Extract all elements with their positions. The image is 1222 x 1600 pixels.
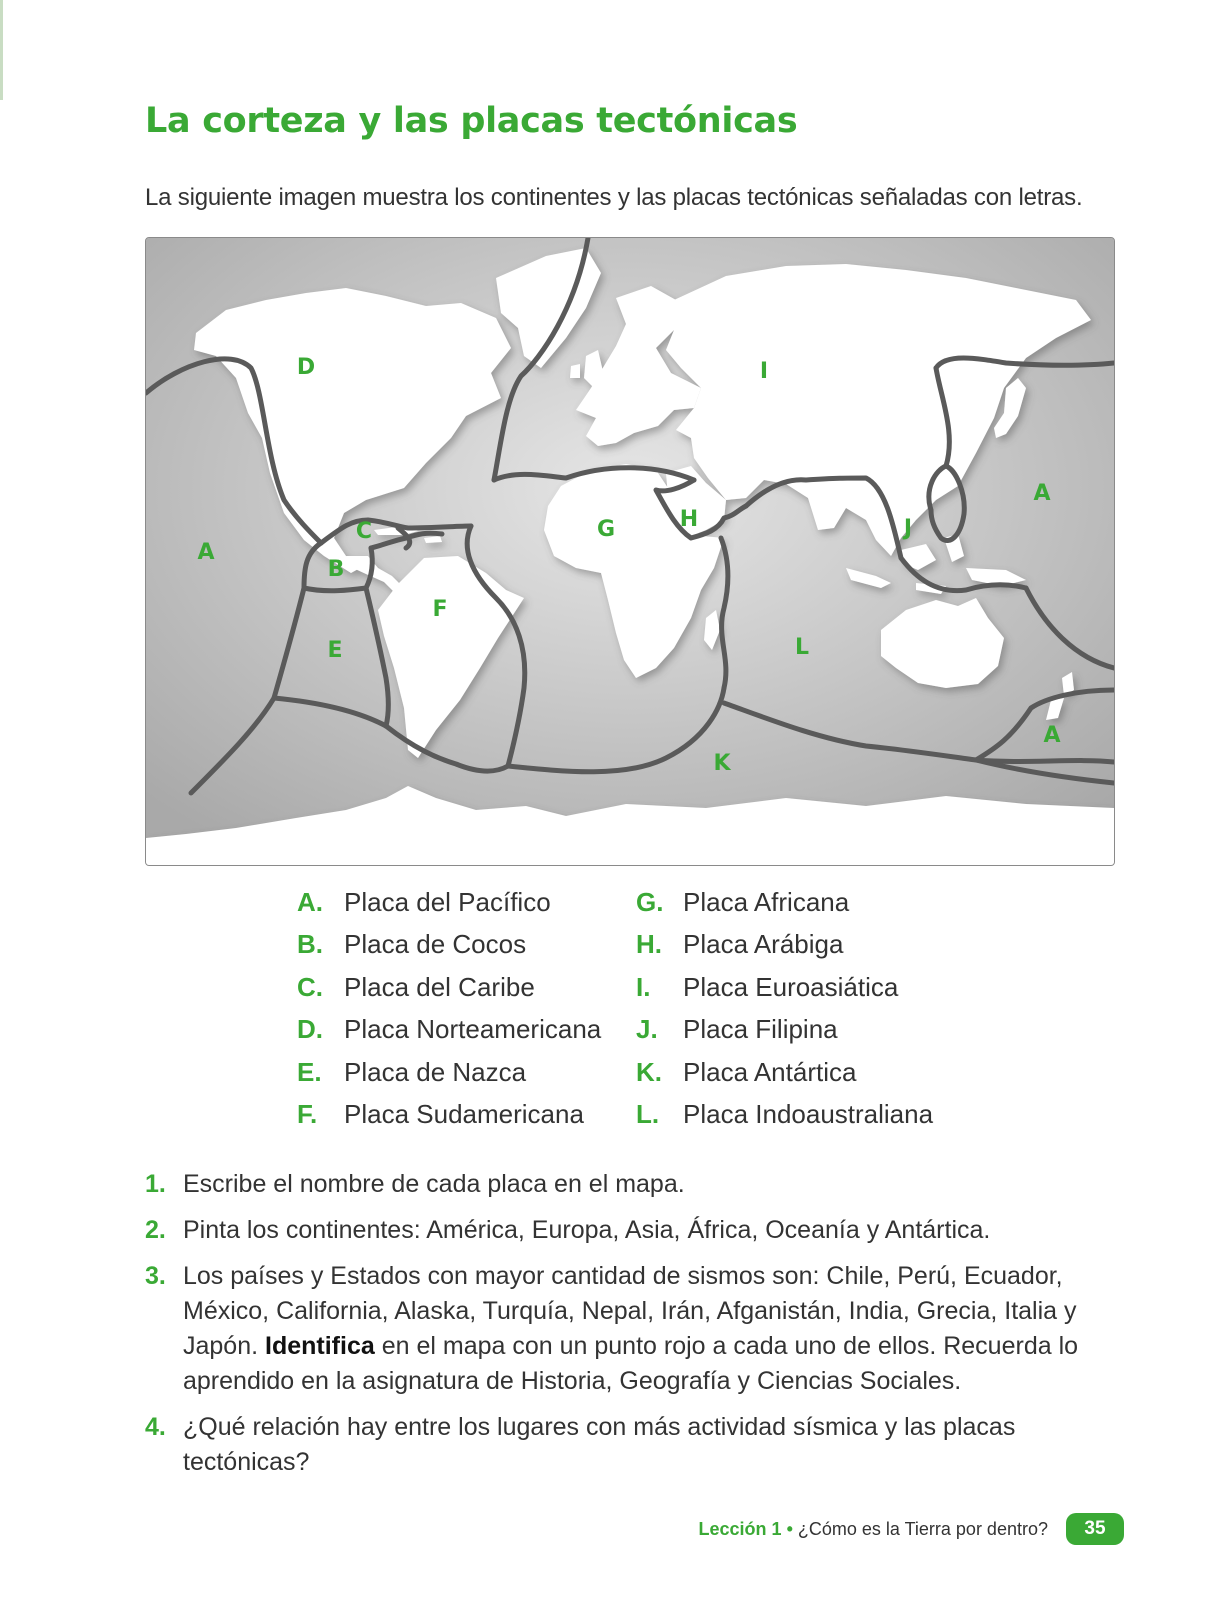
legend-letter: H.: [636, 929, 662, 960]
legend-item: [636, 929, 933, 971]
page-edge-bar: [0, 0, 3, 100]
legend-item: [636, 1057, 933, 1099]
map-label-j: J: [903, 516, 913, 541]
map-label-d: D: [296, 355, 316, 380]
legend-item: [297, 1014, 601, 1056]
map-label-a-northeast: A: [1033, 481, 1051, 506]
map-label-a-southeast: A: [1043, 723, 1061, 748]
legend-item: [636, 1014, 933, 1056]
map-label-k: K: [713, 751, 731, 776]
legend-right-column: [636, 887, 933, 1141]
map-label-i: I: [759, 359, 769, 384]
legend-plate-name: Placa Indoaustraliana: [683, 1098, 934, 1129]
legend-item: [297, 1057, 601, 1099]
question-item: [145, 1213, 1105, 1248]
footer-bullet: •: [786, 1518, 793, 1539]
legend-item: [636, 1099, 933, 1141]
world-map-svg: [146, 238, 1114, 865]
tectonic-plates-map: [145, 237, 1115, 866]
question-number: 3.: [145, 1262, 166, 1290]
map-label-b: B: [327, 557, 345, 582]
footer-topic: ¿Cómo es la Tierra por dentro?: [797, 1518, 1048, 1539]
legend-item: [636, 887, 933, 929]
map-label-l: L: [794, 635, 810, 660]
legend-letter: K.: [636, 1056, 662, 1087]
map-label-h: H: [679, 507, 699, 532]
legend-item: [297, 1099, 601, 1141]
question-text-end: en el mapa con un punto rojo a cada uno de ellos. Recuerda lo aprendido en la asignatura de Historia, Geografía y Ciencias Sociales.: [183, 1332, 1079, 1395]
map-label-c: C: [355, 519, 373, 544]
legend-item: [636, 972, 933, 1014]
legend-plate-name: Placa del Caribe: [344, 971, 535, 1002]
legend-letter: D.: [297, 1014, 323, 1045]
page-footer: [699, 1513, 1124, 1545]
question-item: [145, 1259, 1105, 1399]
legend-letter: F.: [297, 1098, 318, 1129]
question-number: 4.: [145, 1413, 166, 1441]
legend-plate-name: Placa Filipina: [683, 1014, 838, 1045]
map-label-a-west: A: [197, 540, 215, 565]
legend-letter: L.: [636, 1098, 660, 1129]
legend-letter: C.: [297, 971, 323, 1002]
map-label-g: G: [596, 517, 616, 542]
legend-letter: I.: [636, 971, 651, 1002]
question-item: [145, 1410, 1105, 1480]
question-number: 1.: [145, 1170, 166, 1198]
question-text: Pinta los continentes: América, Europa, Asia, África, Oceanía y Antártica.: [183, 1216, 991, 1244]
legend-letter: E.: [297, 1056, 322, 1087]
legend-item: [297, 887, 601, 929]
legend-item: [297, 972, 601, 1014]
legend-left-column: [297, 887, 601, 1141]
question-text-start: Los países y Estados con mayor cantidad de sismos son: Chile, Perú, Ecuador, México, California, Alaska, Turquía, Nepal, Irán, Afganistán, India, Grecia, Italia y Japón.: [183, 1262, 1077, 1360]
legend-plate-name: Placa Arábiga: [683, 929, 844, 960]
question-item: [145, 1167, 1105, 1202]
question-number: 2.: [145, 1216, 166, 1244]
page-title: La corteza y las placas tectónicas: [145, 101, 798, 141]
legend-letter: B.: [297, 929, 323, 960]
page-subtitle: La siguiente imagen muestra los continentes y las placas tectónicas señaladas con letras.: [145, 184, 1083, 211]
question-text: Escribe el nombre de cada placa en el mapa.: [183, 1170, 685, 1198]
legend-plate-name: Placa del Pacífico: [344, 887, 551, 917]
legend-plate-name: Placa Antártica: [683, 1056, 857, 1087]
legend-plate-name: Placa Africana: [683, 887, 850, 917]
question-keyword: Identifica: [265, 1332, 375, 1360]
legend-plate-name: Placa Norteamericana: [344, 1014, 602, 1045]
activity-questions: [145, 1167, 1105, 1491]
legend-plate-name: Placa Sudamericana: [344, 1098, 584, 1129]
legend-letter: J.: [636, 1014, 658, 1045]
legend-letter: A.: [297, 887, 323, 917]
legend-item: [297, 929, 601, 971]
legend-plate-name: Placa Euroasiática: [683, 971, 899, 1002]
page-number-badge: 35: [1066, 1513, 1124, 1545]
legend-plate-name: Placa de Cocos: [344, 929, 527, 960]
legend-plate-name: Placa de Nazca: [344, 1056, 527, 1087]
footer-lesson: Lección 1: [698, 1518, 782, 1539]
question-text: ¿Qué relación hay entre los lugares con más actividad sísmica y las placas tectónicas?: [183, 1413, 1016, 1476]
map-label-f: F: [432, 597, 448, 622]
map-label-e: E: [327, 638, 343, 663]
legend-letter: G.: [636, 887, 664, 917]
